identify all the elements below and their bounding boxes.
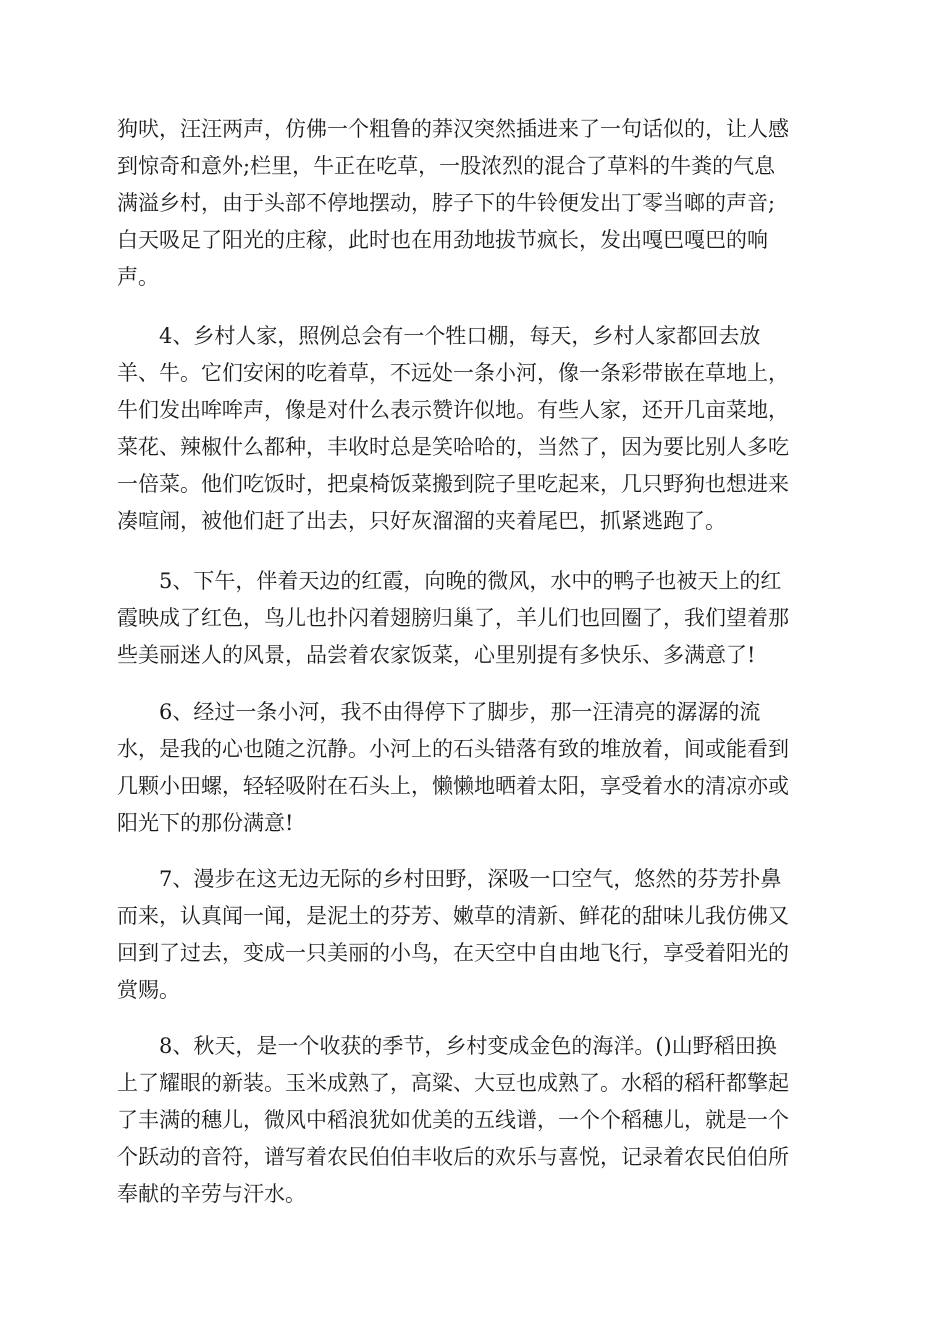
text-line: 5、下午，伴着天边的红霞，向晚的微风，水中的鸭子也被天上的红 <box>117 569 782 593</box>
paragraph-4 <box>117 318 837 540</box>
text-line: 几颗小田螺，轻轻吸附在石头上，懒懒地晒着太阳，享受着水的清凉亦或 <box>117 774 789 798</box>
paragraph-7 <box>117 861 837 1009</box>
text-line: 水，是我的心也随之沉静。小河上的石头错落有致的堆放着，间或能看到 <box>117 737 789 761</box>
paragraph-8 <box>117 1028 837 1213</box>
text-line: 而来，认真闻一闻，是泥土的芬芳、嫩草的清新、鲜花的甜味儿我仿佛又 <box>117 904 789 928</box>
text-line: 牛们发出哞哞声，像是对什么表示赞许似地。有些人家，还开几亩菜地， <box>117 398 789 422</box>
text-line: 8、秋天，是一个收获的季节，乡村变成金色的海洋。()山野稻田换 <box>117 1034 777 1058</box>
text-line: 阳光下的那份满意! <box>117 811 294 835</box>
text-line: 白天吸足了阳光的庄稼，此时也在用劲地拔节疯长，发出嘎巴嘎巴的响 <box>117 228 768 252</box>
text-line: 羊、牛。它们安闲的吃着草，不远处一条小河，像一条彩带嵌在草地上， <box>117 361 789 385</box>
text-line: 菜花、辣椒什么都种，丰收时总是笑哈哈的，当然了，因为要比别人多吃 <box>117 435 789 459</box>
text-line: 凑喧闹，被他们赶了出去，只好灰溜溜的夹着尾巴，抓紧逃跑了。 <box>117 509 726 533</box>
text-line: 赏赐。 <box>117 978 180 1002</box>
text-line: 些美丽迷人的风景，品尝着农家饭菜，心里别提有多快乐、多满意了! <box>117 643 756 667</box>
text-line: 奉献的辛劳与汗水。 <box>117 1182 306 1206</box>
text-line: 4、乡村人家，照例总会有一个牲口棚，每天，乡村人家都回去放 <box>117 324 761 348</box>
text-line: 狗吠，汪汪两声，仿佛一个粗鲁的莽汉突然插进来了一句话似的，让人感 <box>117 117 789 141</box>
text-line: 个跃动的音符，谱写着农民伯伯丰收后的欢乐与喜悦，记录着农民伯伯所 <box>117 1145 789 1169</box>
text-line: 上了耀眼的新装。玉米成熟了，高粱、大豆也成熟了。水稻的稻秆都擎起 <box>117 1071 789 1095</box>
paragraph-dog-and-cattle <box>117 111 837 296</box>
text-line: 了丰满的穗儿，微风中稻浪犹如优美的五线谱，一个个稻穗儿，就是一个 <box>117 1108 789 1132</box>
text-line: 声。 <box>117 265 159 289</box>
text-line: 到惊奇和意外;栏里，牛正在吃草，一股浓烈的混合了草料的牛粪的气息 <box>117 154 776 178</box>
paragraph-6 <box>117 694 837 842</box>
text-line: 霞映成了红色，鸟儿也扑闪着翅膀归巢了，羊儿们也回圈了，我们望着那 <box>117 606 789 630</box>
text-line: 一倍菜。他们吃饭时，把桌椅饭菜搬到院子里吃起来，几只野狗也想进来 <box>117 472 789 496</box>
paragraph-5 <box>117 563 837 674</box>
text-line: 7、漫步在这无边无际的乡村田野，深吸一口空气，悠然的芬芳扑鼻 <box>117 867 782 891</box>
text-line: 满溢乡村，由于头部不停地摆动，脖子下的牛铃便发出丁零当啷的声音; <box>117 191 776 215</box>
text-line: 回到了过去，变成一只美丽的小鸟，在天空中自由地飞行，享受着阳光的 <box>117 941 789 965</box>
text-line: 6、经过一条小河，我不由得停下了脚步，那一汪清亮的潺潺的流 <box>117 700 761 724</box>
